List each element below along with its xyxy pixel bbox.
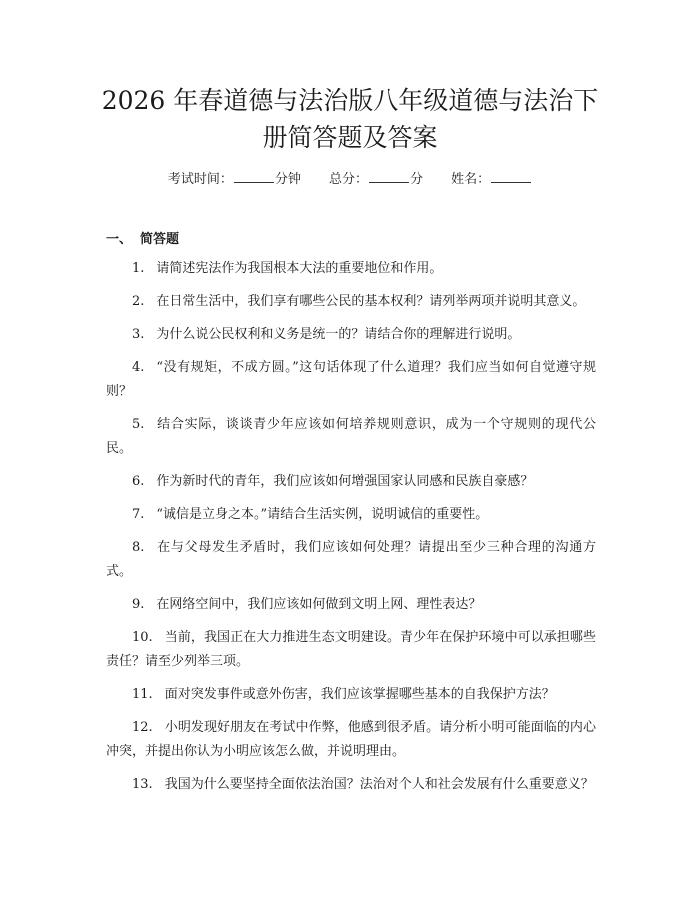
exam-time-blank <box>234 170 274 183</box>
question-text: 我国为什么要坚持全面依法治国？法治对个人和社会发展有什么重要意义？ <box>164 777 594 792</box>
question-text: “诚信是立身之本。”请结合生活实例，说明诚信的重要性。 <box>156 507 489 522</box>
total-score <box>329 170 423 189</box>
question-number: 13. <box>132 777 153 792</box>
question-text: 小明发现好朋友在考试中作弊，他感到很矛盾。请分析小明可能面临的内心冲突，并提出你认为小明应该怎么做，并说明理由。 <box>106 720 596 759</box>
exam-meta <box>0 170 700 189</box>
question-number: 2. <box>132 294 145 309</box>
question-text: 在网络空间中，我们应该如何做到文明上网、理性表达？ <box>156 597 482 612</box>
question-number: 11. <box>132 687 153 702</box>
question-text: 为什么说公民权利和义务是统一的？请结合你的理解进行说明。 <box>156 327 521 342</box>
question-number: 12. <box>132 720 153 735</box>
question-number: 7. <box>132 507 145 522</box>
question-text: 请简述宪法作为我国根本大法的重要地位和作用。 <box>156 261 443 276</box>
question-item <box>106 290 596 314</box>
question-item <box>106 503 596 527</box>
question-number: 6. <box>132 474 145 489</box>
question-number: 9. <box>132 597 145 612</box>
student-name-label: 姓名： <box>451 172 491 187</box>
question-list <box>106 257 596 806</box>
question-item <box>106 257 596 281</box>
section-heading <box>106 231 179 249</box>
question-text: “没有规矩，不成方圆。”这句话体现了什么道理？我们应当如何自觉遵守规则？ <box>106 360 596 399</box>
question-item <box>106 413 596 461</box>
student-name <box>451 170 532 189</box>
page-title <box>95 82 605 156</box>
question-item <box>106 716 596 764</box>
question-text: 当前，我国正在大力推进生态文明建设。青少年在保护环境中可以承担哪些责任？请至少列举三项。 <box>106 630 596 669</box>
student-name-blank <box>491 170 531 183</box>
question-item <box>106 323 596 347</box>
question-item <box>106 626 596 674</box>
exam-time <box>168 170 301 189</box>
total-score-unit: 分 <box>410 172 424 187</box>
question-item <box>106 356 596 404</box>
question-number: 3. <box>132 327 145 342</box>
question-item <box>106 773 596 797</box>
question-item <box>106 683 596 707</box>
title-line-1: 2026 年春道德与法治版八年级道德与法治下 <box>101 86 599 115</box>
section-title: 简答题 <box>140 232 180 247</box>
question-text: 结合实际，谈谈青少年应该如何培养规则意识，成为一个守规则的现代公民。 <box>106 417 596 456</box>
question-item <box>106 593 596 617</box>
question-text: 在与父母发生矛盾时，我们应该如何处理？请提出至少三种合理的沟通方式。 <box>106 540 596 579</box>
question-number: 8. <box>132 540 145 555</box>
title-line-2: 册简答题及答案 <box>262 123 438 152</box>
question-text: 面对突发事件或意外伤害，我们应该掌握哪些基本的自我保护方法？ <box>164 687 555 702</box>
question-number: 5. <box>132 417 145 432</box>
question-item <box>106 470 596 494</box>
total-score-blank <box>369 170 409 183</box>
question-number: 1. <box>132 261 145 276</box>
question-number: 4. <box>132 360 145 375</box>
question-number: 10. <box>132 630 153 645</box>
question-text: 在日常生活中，我们享有哪些公民的基本权利？请列举两项并说明其意义。 <box>156 294 586 309</box>
exam-time-unit: 分钟 <box>274 172 301 187</box>
exam-time-label: 考试时间： <box>167 172 233 187</box>
section-number: 一、 <box>106 232 133 247</box>
question-item <box>106 536 596 584</box>
question-text: 作为新时代的青年，我们应该如何增强国家认同感和民族自豪感？ <box>156 474 534 489</box>
total-score-label: 总分： <box>328 172 368 187</box>
